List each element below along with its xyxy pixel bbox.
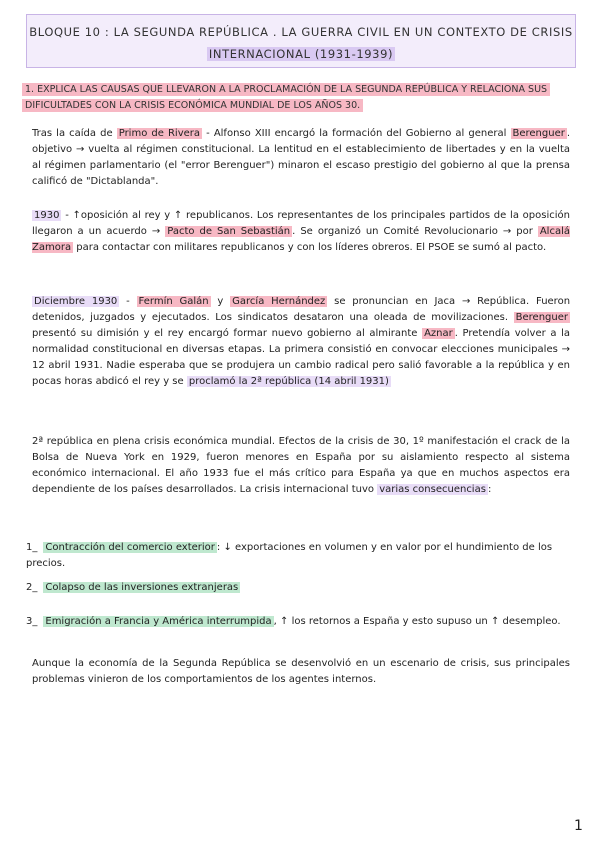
title-box bbox=[26, 14, 576, 68]
item-text: : ↓ exportaciones en volumen y en valor por el hundimiento de los precios. bbox=[26, 542, 553, 569]
list-item bbox=[26, 614, 566, 630]
p2-text-a: - ↑oposición al rey y ↑ republicanos. Los representantes de los principales partidos de la oposición llegaron a un acuerdo → bbox=[32, 210, 570, 237]
item-text: , ↑ los retornos a España y esto supuso un ↑ desempleo. bbox=[273, 616, 561, 627]
list-item bbox=[26, 540, 566, 572]
p1-text-b: - Alfonso XIII encargó la formación del Gobierno al general bbox=[206, 128, 507, 139]
p2-highlight-alcala: Alcalá Zamora bbox=[32, 226, 570, 253]
p3-text-e: . Pretendía volver a la normalidad constitucional en diversas etapas. La primera consistió en convocar elecciones municipales → 12 abril 1931. Nadie esperaba que se produjera un cambio radical pero salió favorable a la república y en pocas horas abdicó el rey y se bbox=[32, 328, 570, 387]
paragraph-3 bbox=[32, 294, 570, 390]
title-line-1: BLOQUE 10 : LA SEGUNDA REPÚBLICA . LA GUERRA CIVIL EN UN CONTEXTO DE CRISIS bbox=[29, 25, 573, 39]
p3-text-b: y bbox=[217, 296, 224, 307]
item-highlight: Colapso de las inversiones extranjeras bbox=[45, 582, 239, 593]
p1-highlight-primo: Primo de Rivera bbox=[118, 128, 201, 139]
p3-text-a: - bbox=[126, 296, 130, 307]
p2-highlight-1930: 1930 bbox=[34, 210, 60, 221]
p2-text-c: para contactar con militares republicanos y con los líderes obreros. El PSOE se sumó al pacto. bbox=[76, 242, 547, 253]
p3-highlight-republica: proclamó la 2ª república (14 abril 1931) bbox=[188, 376, 389, 387]
p4-text-a: 2ª república en plena crisis económica mundial. Efectos de la crisis de 30, 1º manifestación el crack de la Bolsa de Nueva York en 1929, fueron menores en España por su aislamiento respecto al sistema económico internacional. El año 1933 fue el más crítico para España ya que en muchos aspectos era dependiente de los países desarrollados. La crisis internacional tuvo bbox=[32, 436, 570, 495]
paragraph-2 bbox=[32, 208, 570, 256]
p2-highlight-pacto: Pacto de San Sebastián bbox=[167, 226, 291, 237]
item-highlight: Contracción del comercio exterior bbox=[45, 542, 215, 553]
p4-highlight-consecuencias: varias consecuencias bbox=[379, 484, 486, 495]
p3-highlight-aznar: Aznar bbox=[424, 328, 453, 339]
title-line-2-text: INTERNACIONAL (1931-1939) bbox=[208, 47, 394, 61]
item-highlight: Emigración a Francia y América interrumpida bbox=[45, 616, 272, 627]
p2-text-b: . Se organizó un Comité Revolucionario → por bbox=[292, 226, 533, 237]
paragraph-5: Aunque la economía de la Segunda República se desenvolvió en un escenario de crisis, sus principales problemas vinieron de los comportamientos de los agentes internos. bbox=[32, 658, 570, 685]
item-number: 2_ bbox=[26, 582, 38, 593]
paragraph-4 bbox=[32, 434, 570, 498]
item-number: 3_ bbox=[26, 616, 38, 627]
p1-highlight-berenguer: Berenguer bbox=[512, 128, 565, 139]
p1-text-a: Tras la caída de bbox=[32, 128, 113, 139]
p3-highlight-garcia: García Hernández bbox=[232, 296, 326, 307]
list-item bbox=[26, 580, 566, 596]
question-heading bbox=[22, 82, 578, 114]
p3-highlight-date: Diciembre 1930 bbox=[34, 296, 118, 307]
question-text: EXPLICA LAS CAUSAS QUE LLEVARON A LA PROCLAMACIÓN DE LA SEGUNDA REPÚBLICA Y RELACIONA SUS DIFICULTADES CON LA CRISIS ECONÓMICA MUNDIAL DE LOS AÑOS 30. bbox=[25, 84, 548, 111]
item-number: 1_ bbox=[26, 542, 38, 553]
p3-text-d: presentó su dimisión y el rey encargó formar nuevo gobierno al almirante bbox=[32, 328, 418, 339]
title-line-2 bbox=[27, 47, 575, 61]
p3-highlight-berenguer: Berenguer bbox=[515, 312, 568, 323]
question-number: 1. bbox=[25, 84, 35, 95]
p3-text-c: se pronuncian en Jaca → República. Fueron detenidos, juzgados y ejecutados. Los sindicatos desataron una oleada de movilizaciones. bbox=[32, 296, 571, 323]
p4-text-b: : bbox=[487, 484, 492, 495]
p1-text-c: . objetivo → vuelta al régimen constitucional. La lentitud en el establecimiento de libertades y en la vuelta al régimen parlamentario (el "error Berenguer") minaron el escaso prestigio del gobierno al que la prensa calificó de "Dictablanda". bbox=[32, 128, 571, 187]
p3-highlight-galan: Fermín Galán bbox=[138, 296, 209, 307]
paragraph-1 bbox=[32, 126, 570, 190]
page-number: 1 bbox=[574, 818, 583, 834]
